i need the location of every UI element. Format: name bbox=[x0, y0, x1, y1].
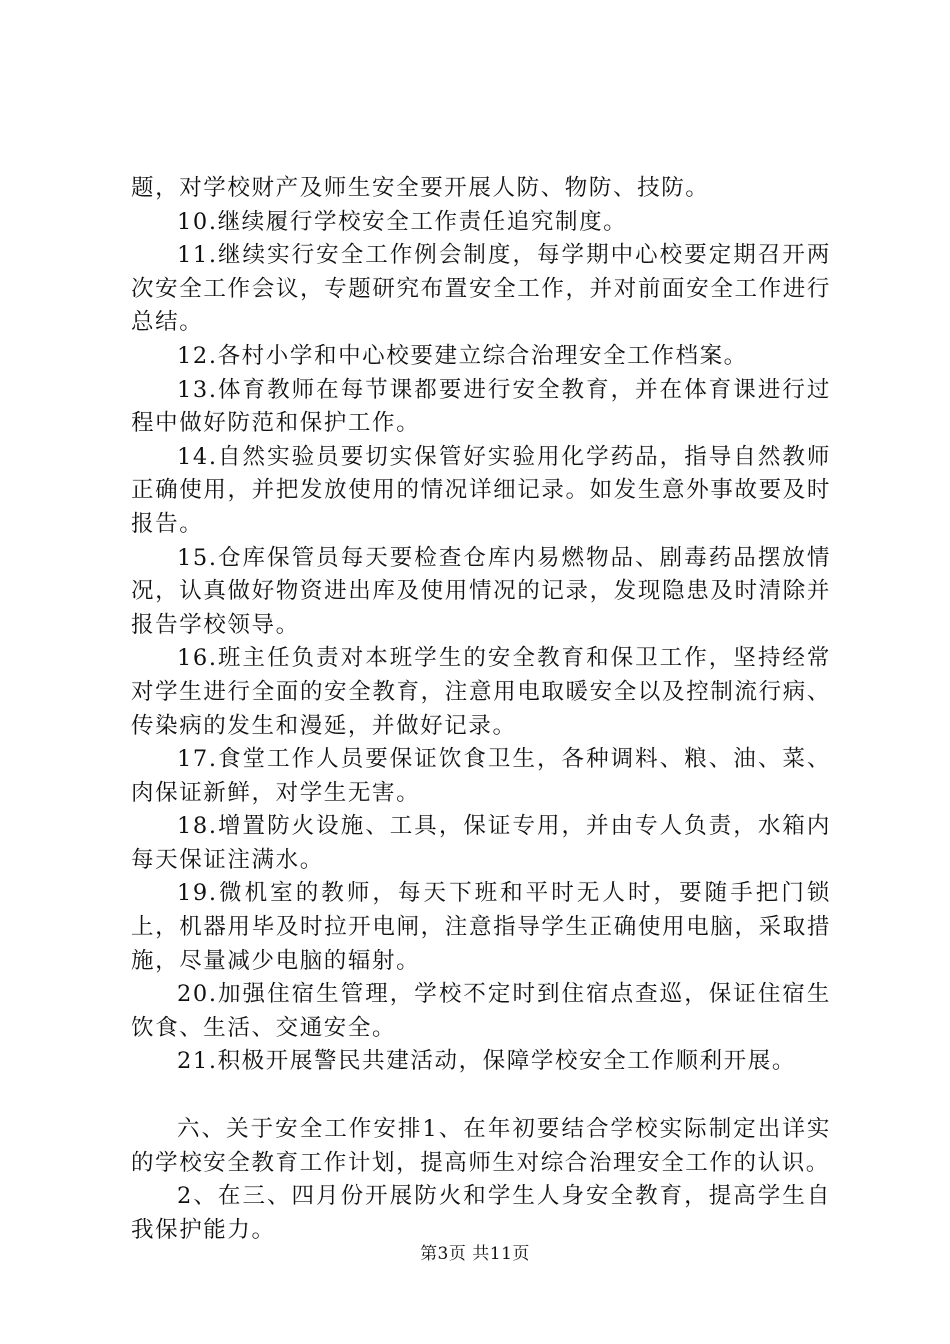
page-number-footer: 第3页 共11页 bbox=[420, 1244, 530, 1264]
document-body bbox=[131, 172, 831, 1247]
paragraph-item-13: 13.体育教师在每节课都要进行安全教育，并在体育课进行过程中做好防范和保护工作。 bbox=[131, 376, 831, 437]
paragraph-item-19: 19.微机室的教师，每天下班和平时无人时，要随手把门锁上，机器用毕及时拉开电闸，注意指导学生正确使用电脑，采取措施，尽量减少电脑的辐射。 bbox=[131, 880, 831, 974]
paragraph-item-17: 17.食堂工作人员要保证饮食卫生，各种调料、粮、油、菜、肉保证新鲜，对学生无害。 bbox=[131, 746, 831, 806]
paragraph-item-14: 14.自然实验员要切实保管好实验用化学药品，指导自然教师正确使用，并把发放使用的情况详细记录。如发生意外事故要及时报告。 bbox=[131, 443, 831, 537]
section-six-heading-paragraph: 六、关于安全工作安排1、在年初要结合学校实际制定出详实的学校安全教育工作计划，提高师生对综合治理安全工作的认识。 bbox=[131, 1116, 831, 1176]
paragraph-item-21: 21.积极开展警民共建活动，保障学校安全工作顺利开展。 bbox=[177, 1048, 796, 1075]
paragraph-item-20: 20.加强住宿生管理，学校不定时到住宿点查巡，保证住宿生饮食、生活、交通安全。 bbox=[131, 981, 831, 1041]
paragraph-item-10: 10.继续履行学校安全工作责任追究制度。 bbox=[177, 208, 628, 235]
paragraph-continuation: 题，对学校财产及师生安全要开展人防、物防、技防。 bbox=[131, 175, 710, 201]
paragraph-item-11: 11.继续实行安全工作例会制度，每学期中心校要定期召开两次安全工作会议，专题研究布置安全工作，并对前面安全工作进行总结。 bbox=[131, 242, 831, 336]
paragraph-item-16: 16.班主任负责对本班学生的安全教育和保卫工作，坚持经常对学生进行全面的安全教育，注意用电取暖安全以及控制流行病、传染病的发生和漫延，并做好记录。 bbox=[131, 645, 831, 739]
paragraph-arrangement-2: 2、在三、四月份开展防火和学生人身安全教育，提高学生自我保护能力。 bbox=[131, 1183, 831, 1243]
paragraph-item-15: 15.仓库保管员每天要检查仓库内易燃物品、剧毒药品摆放情况，认真做好物资进出库及使用情况的记录，发现隐患及时清除并报告学校领导。 bbox=[131, 544, 831, 638]
paragraph-item-12: 12.各村小学和中心校要建立综合治理安全工作档案。 bbox=[177, 342, 748, 369]
section-spacer bbox=[131, 1079, 831, 1113]
paragraph-item-18: 18.增置防火设施、工具，保证专用，并由专人负责，水箱内每天保证注满水。 bbox=[131, 813, 831, 873]
